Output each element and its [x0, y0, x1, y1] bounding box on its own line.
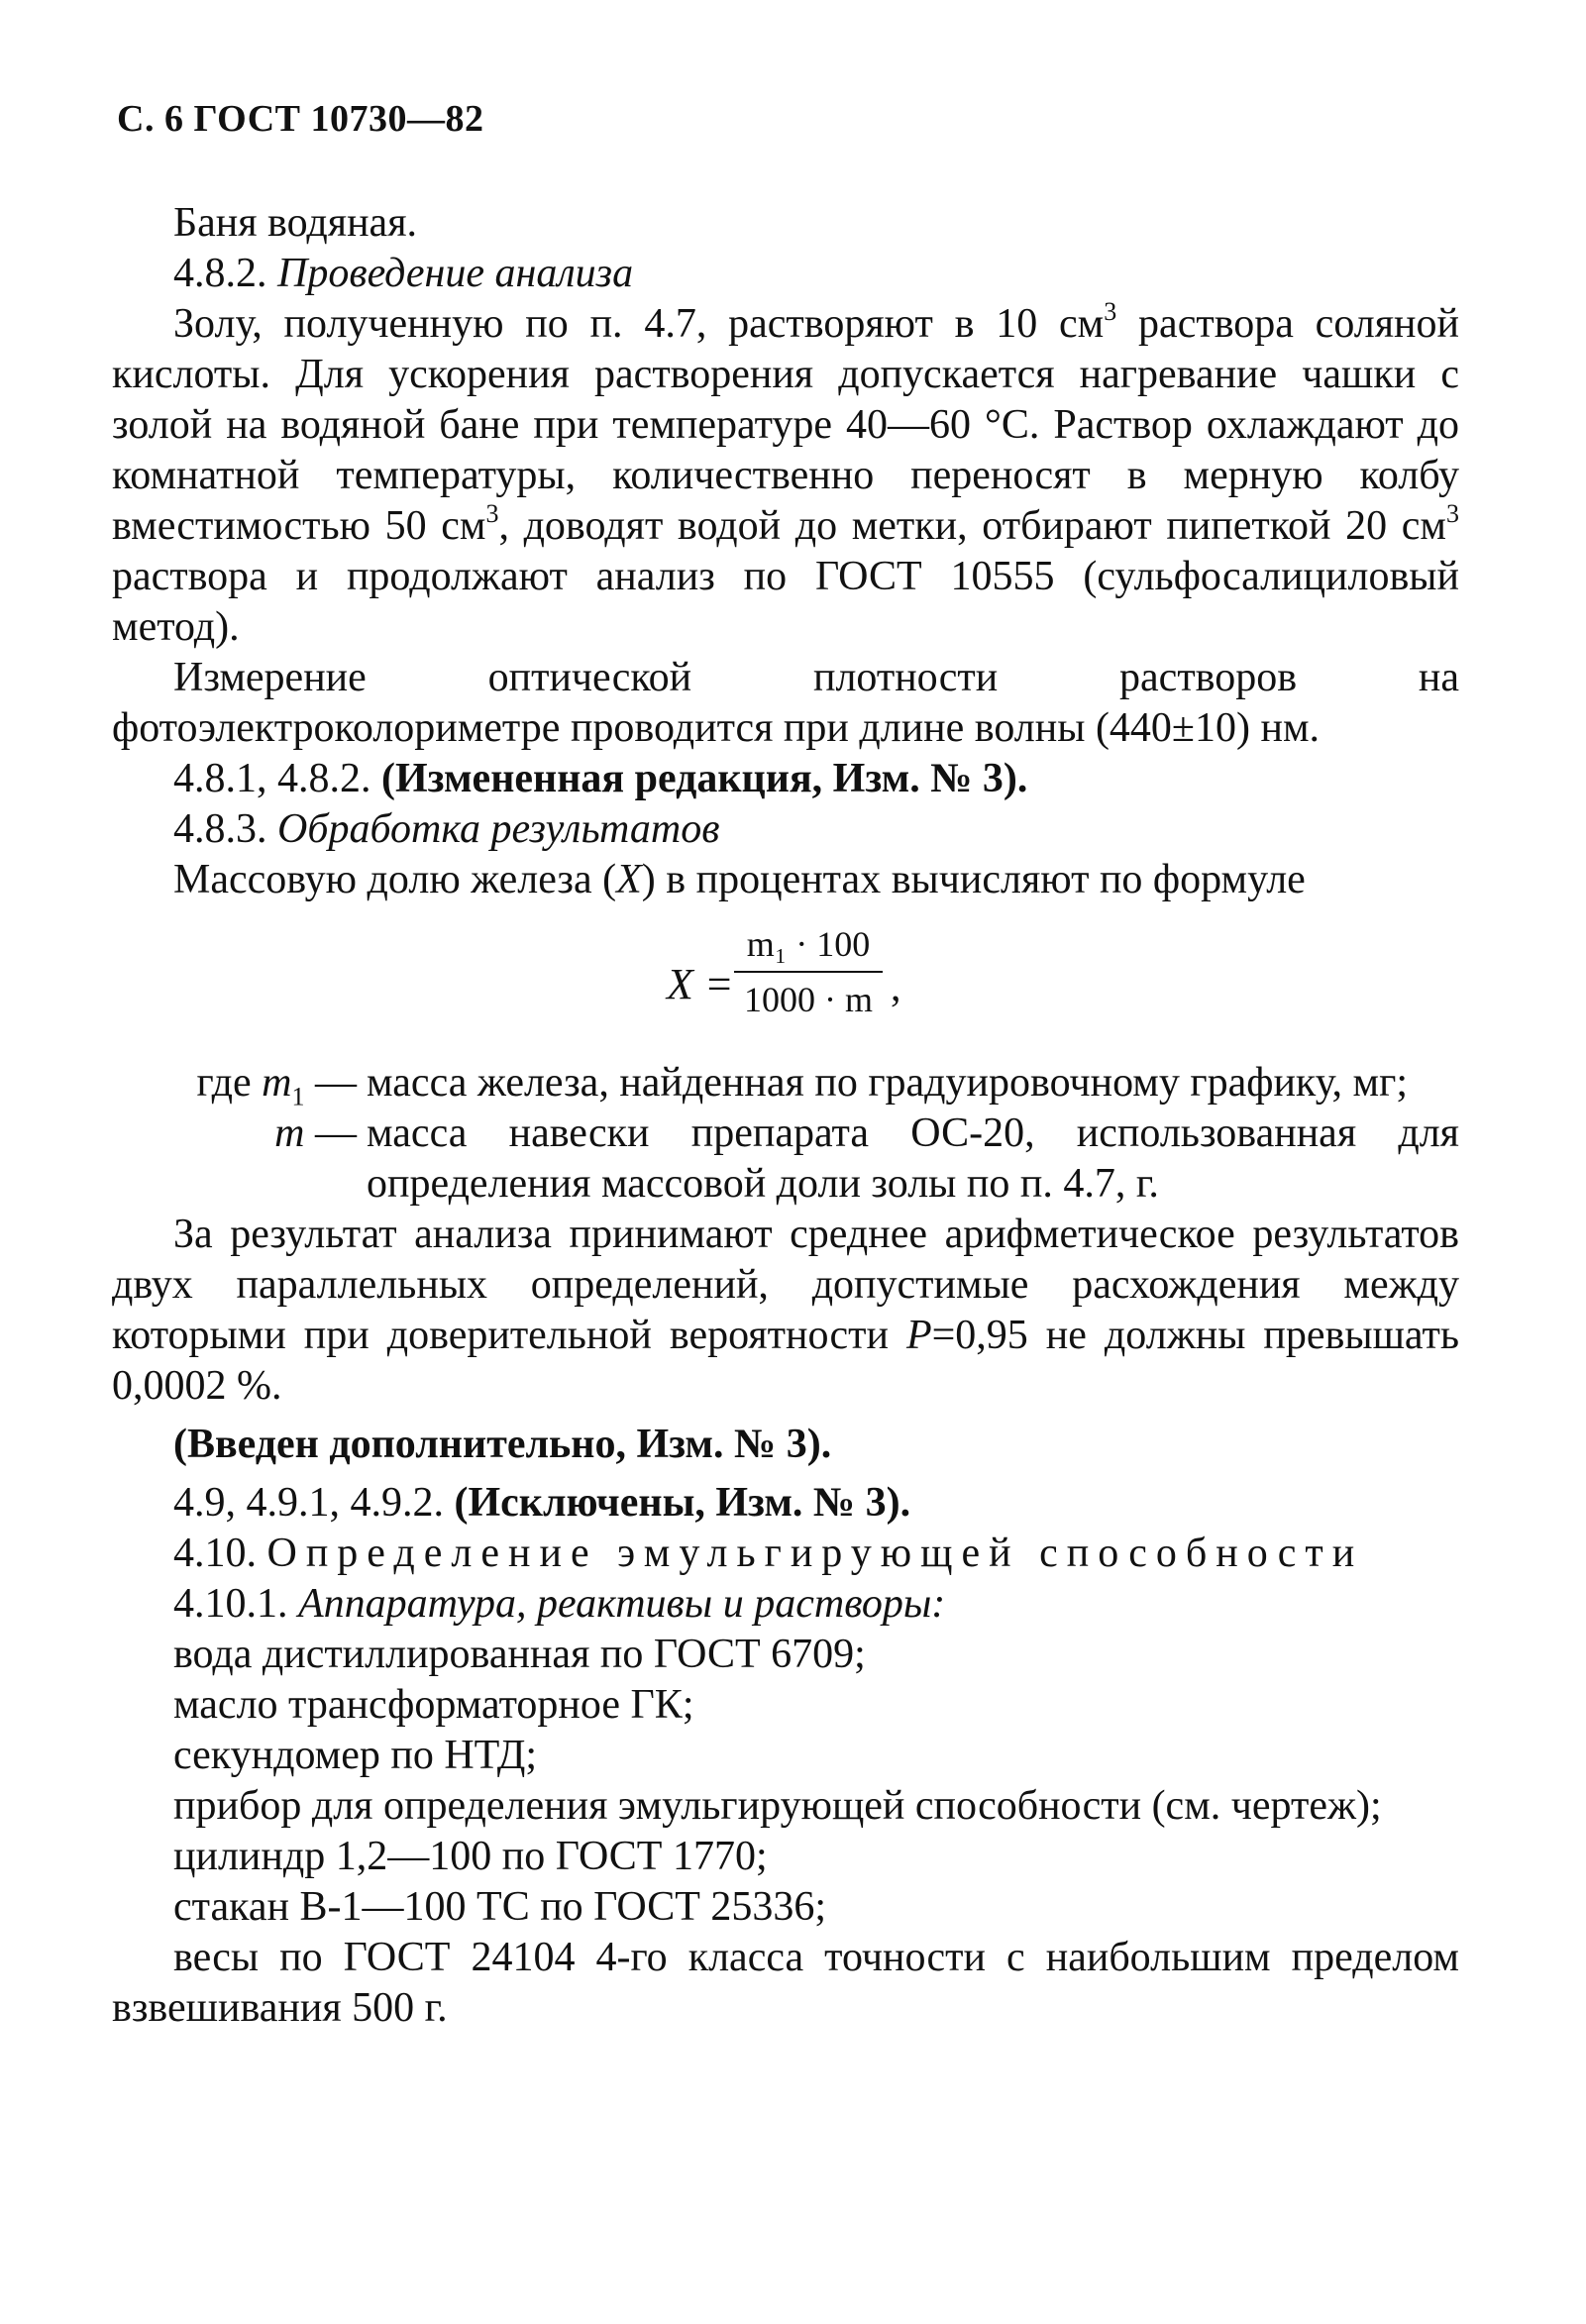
legend-term — [112, 1109, 367, 1210]
legend-description: масса навески препарата ОС-20, использованная для определения массовой доли золы по п. 4.7, г. — [367, 1110, 1459, 1207]
text-run: За результат анализа принимают среднее арифметическое результатов двух параллельных определений, допустимые расхождения между которыми при доверительной вероятности — [112, 1212, 1459, 1358]
paragraph-bath: Баня водяная. — [173, 200, 418, 246]
legend-dash: — — [315, 1110, 357, 1156]
formula-denominator: 1000 · m — [744, 980, 873, 1019]
spacer — [112, 1470, 1459, 1478]
amendment-note-1 — [112, 754, 1459, 804]
section-title: Обработка результатов — [277, 806, 720, 852]
section-4-8-3-heading — [112, 804, 1459, 855]
section-title: Проведение анализа — [277, 251, 634, 296]
equipment-item: вода дистиллированная по ГОСТ 6709; — [173, 1632, 866, 1677]
variable-x: X — [616, 857, 642, 902]
text-run: Массовую долю железа ( — [173, 857, 617, 902]
paragraph-measurement: Измерение оптической плотности растворов на фотоэлектроколориметре проводится при длине волны (440±10) нм. — [112, 655, 1459, 751]
legend-dash: — — [315, 1060, 357, 1106]
section-4-8-2-heading — [112, 249, 1459, 299]
text-run: =0,95 не должны превышать 0,0002 %. — [112, 1313, 1459, 1409]
text-run: Золу, полученную по п. 4.7, растворяют в 10 см — [173, 301, 1105, 347]
text-run: раствора и продолжают анализ по ГОСТ 10555 (сульфосалициловый метод). — [112, 554, 1459, 650]
superscript: 3 — [1104, 297, 1117, 326]
paragraph-ash-dissolution — [112, 299, 1459, 653]
formula-numerator: m₁ · 100 — [746, 924, 871, 964]
legend-variable: m — [262, 1060, 292, 1106]
amendment-note-3 — [112, 1478, 1459, 1529]
spacer — [112, 1412, 1459, 1420]
paragraph-result — [112, 1210, 1459, 1412]
formula-legend — [112, 1058, 1459, 1210]
legend-term — [112, 1058, 367, 1109]
section-title: Аппаратура, реактивы и растворы: — [298, 1581, 946, 1627]
legend-prefix: где — [196, 1060, 252, 1106]
superscript: 3 — [485, 499, 499, 528]
equipment-item: стакан В-1—100 ТС по ГОСТ 25336; — [173, 1884, 827, 1930]
section-title: Определение эмульгирующей способности — [266, 1531, 1364, 1576]
equipment-item: прибор для определения эмульгирующей способности (см. чертеж); — [173, 1783, 1382, 1829]
legend-description: масса железа, найденная по градуировочному графику, мг; — [367, 1060, 1409, 1106]
section-4-10-heading — [112, 1529, 1459, 1579]
equipment-item: цилиндр 1,2—100 по ГОСТ 1770; — [173, 1834, 768, 1879]
legend-row — [112, 1109, 1459, 1210]
section-number: 4.8.2. — [173, 251, 267, 296]
amendment-text: (Измененная редакция, Изм. № 3). — [381, 756, 1028, 801]
amendment-note-2: (Введен дополнительно, Изм. № 3). — [173, 1422, 832, 1467]
formula-comma: , — [891, 965, 901, 1010]
amendment-reference: 4.9, 4.9.1, 4.9.2. — [173, 1480, 444, 1526]
page-body — [112, 198, 1459, 2034]
section-number: 4.8.3. — [173, 806, 267, 852]
section-number: 4.10. — [173, 1531, 257, 1576]
superscript: 3 — [1445, 499, 1459, 528]
amendment-text: (Исключены, Изм. № 3). — [454, 1480, 911, 1526]
text-run: раствора соляной кислоты. Для ускорения растворения допускается нагревание чашки с золой на водяной бане при температуре 40—60 °С. Раствор охлаждают до комнатной температуры, количественно переносят в мерную колбу вместимостью 50 см — [112, 301, 1459, 549]
variable-p: P — [905, 1313, 932, 1358]
formula — [112, 919, 1459, 1048]
formula-fraction — [734, 919, 883, 1024]
formula-lhs: X = — [667, 960, 734, 1008]
text-run: ) в процентах вычисляют по формуле — [641, 857, 1306, 902]
text-run: , доводят водой до метки, отбирают пипеткой 20 см — [498, 503, 1446, 549]
legend-variable: m — [274, 1110, 305, 1156]
fraction-bar — [734, 971, 883, 973]
equipment-item: масло трансформаторное ГК; — [173, 1682, 694, 1728]
paragraph-calculation-intro — [112, 855, 1459, 905]
equipment-item: секундомер по НТД; — [173, 1733, 538, 1778]
legend-subscript: 1 — [291, 1082, 305, 1111]
equipment-item: весы по ГОСТ 24104 4-го класса точности с наибольшим пределом взвешивания 500 г. — [112, 1935, 1459, 2031]
legend-row — [112, 1058, 1459, 1109]
section-number: 4.10.1. — [173, 1581, 288, 1627]
section-4-10-1-heading — [112, 1579, 1459, 1630]
amendment-reference: 4.8.1, 4.8.2. — [173, 756, 371, 801]
page-header: С. 6 ГОСТ 10730—82 — [117, 98, 484, 140]
